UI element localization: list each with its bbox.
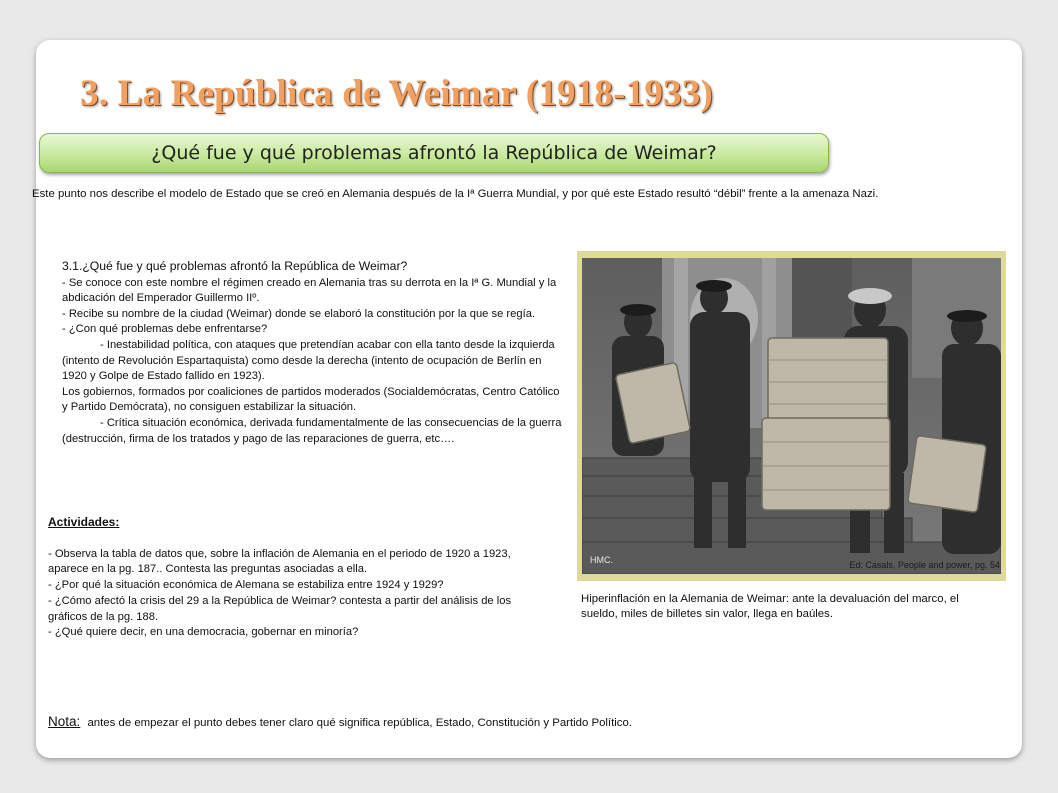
section-heading: 3.1.¿Qué fue y qué problemas afrontó la República de Weimar? — [62, 259, 408, 273]
activities-section — [48, 515, 548, 641]
section-text — [62, 259, 567, 447]
photo-caption: Hiperinflación en la Alemania de Weimar: ante la devaluación del marco, el sueldo, miles de billetes sin valor, llega en baúles. — [581, 593, 959, 620]
problem-political-cont: Los gobiernos, formados por coaliciones de partidos moderados (Socialdemócratas, Centro Católico y Partido Demócrata), no consiguen estabilizar la situación. — [62, 385, 560, 414]
section-line: - Recibe su nombre de la ciudad (Weimar) donde se elaboró la constitución por la que se regía. — [62, 307, 536, 320]
photo-image — [582, 258, 1001, 574]
slide-title: 3. La República de Weimar (1918-1933) — [80, 73, 713, 114]
note-text: antes de empezar el punto debes tener claro qué significa república, Estado, Constitución y Partido Político. — [87, 717, 632, 729]
activity-item: - Observa la tabla de datos que, sobre la inflación de Alemania en el periodo de 1920 a 1923, aparece en la pg. 187.. Contesta las preguntas asociadas a ella. — [48, 547, 511, 576]
historical-photo — [577, 251, 1006, 581]
section-line: - ¿Con qué problemas debe enfrentarse? — [62, 323, 268, 336]
activity-item: - ¿Qué quiere decir, en una democracia, gobernar en minoría? — [48, 626, 359, 639]
activities-title: Actividades: — [48, 515, 120, 529]
photo-credit-hmc: HMC. — [590, 555, 613, 565]
question-banner: ¿Qué fue y qué problemas afrontó la República de Weimar? — [39, 133, 829, 173]
section-line: - Se conoce con este nombre el régimen creado en Alemania tras su derrota en la Iª G. Mundial y la abdicación del Emperador Guillermo IIº. — [62, 276, 557, 305]
note — [48, 714, 768, 729]
activity-item: - ¿Cómo afectó la crisis del 29 a la República de Weimar? contesta a partir del análisis de los gráficos de la pg. 188. — [48, 594, 512, 623]
problem-political: - Inestabilidad política, con ataques que pretendían acabar con ella tanto desde la izquierda (intento de Revolución Espartaquista) como desde la derecha (intento de ocupación de Berlín en 1920 y Golpe de Estado fallido en 1923). — [62, 338, 555, 383]
activity-item: - ¿Por qué la situación económica de Alemana se estabiliza entre 1924 y 1929? — [48, 579, 444, 592]
problem-economic: - Crítica situación económica, derivada fundamentalmente de las consecuencias de la guerra (destrucción, firma de los tratados y pago de las reparaciones de guerra, etc…. — [62, 416, 562, 445]
intro-paragraph: Este punto nos describe el modelo de Estado que se creó en Alemania después de la Iª Guerra Mundial, y por qué este Estado resultó “débil” frente a la amenaza Nazi. — [32, 188, 879, 200]
photo-credit-source: Ed: Casals, People and power, pg. 54 — [849, 560, 1000, 570]
note-label: Nota: — [48, 714, 81, 729]
